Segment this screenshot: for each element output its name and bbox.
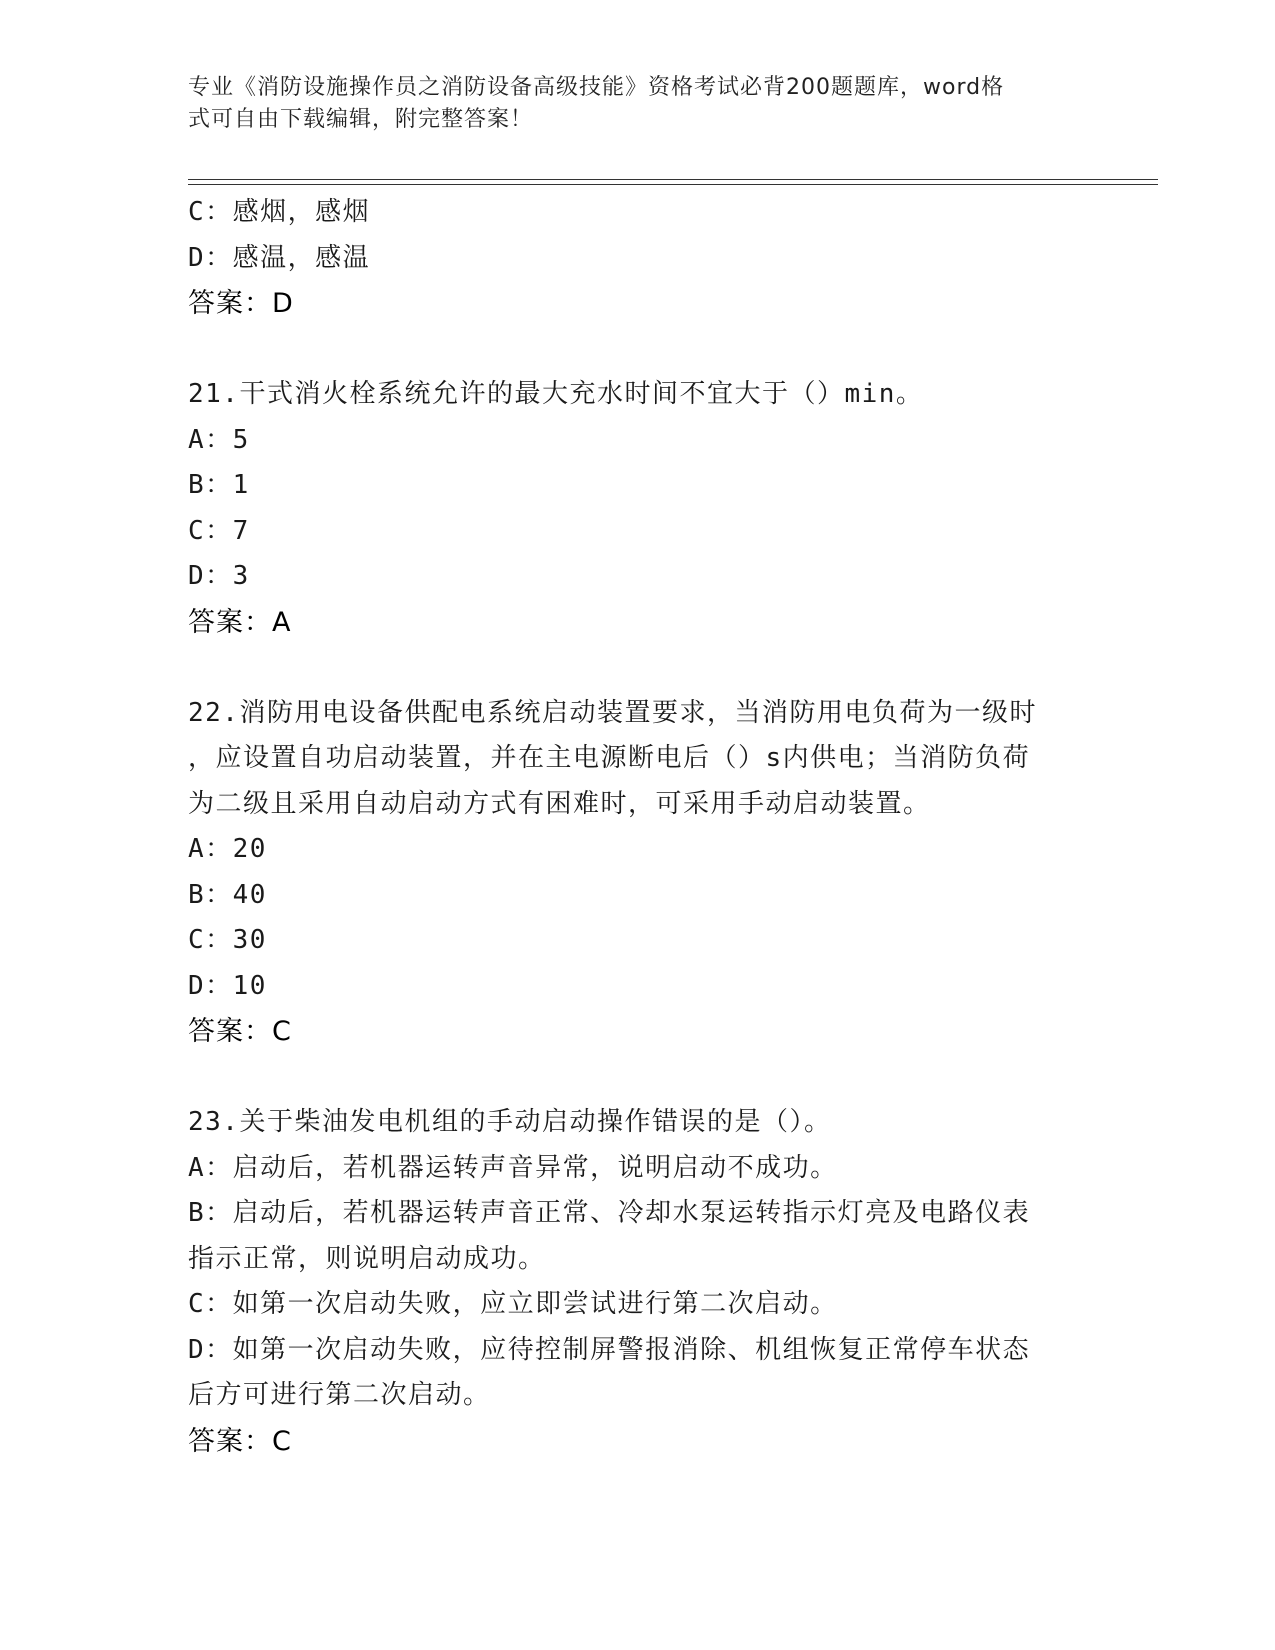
question-stem-line-3: 为二级且采用自动启动方式有困难时，可采用手动启动装置。 (188, 788, 931, 819)
option-c: C：30 (188, 925, 267, 955)
option-a: A：启动后，若机器运转声音异常，说明启动不成功。 (188, 1152, 838, 1183)
header-divider-bottom (188, 184, 1158, 185)
option-b-line-1: B：启动后，若机器运转声音正常、冷却水泵运转指示灯亮及电路仪表 (188, 1198, 1031, 1228)
option-b-line-2: 指示正常，则说明启动成功。 (188, 1243, 546, 1274)
header-line-1: 专业《消防设施操作员之消防设备高级技能》资格考试必背200题题库，word格 (188, 75, 1005, 100)
option-d: D：感温，感温 (188, 242, 371, 273)
answer: 答案：C (188, 1016, 292, 1047)
option-b: B：1 (188, 470, 250, 500)
option-c: C：如第一次启动失败，应立即尝试进行第二次启动。 (188, 1289, 838, 1319)
header-line-2: 式可自由下载编辑，附完整答案！ (188, 107, 534, 132)
document-header (188, 72, 1068, 136)
question-stem: 23.关于柴油发电机组的手动启动操作错误的是（）。 (188, 1107, 832, 1137)
header-divider-top (188, 179, 1158, 180)
question-list (188, 190, 1088, 1464)
option-d-line-1: D：如第一次启动失败，应待控制屏警报消除、机组恢复正常停车状态 (188, 1334, 1031, 1365)
option-d-line-2: 后方可进行第二次启动。 (188, 1380, 491, 1410)
question-21 (188, 372, 1088, 645)
option-b: B：40 (188, 879, 267, 910)
option-d: D：3 (188, 561, 250, 591)
answer: 答案：A (188, 606, 292, 638)
option-a: A：5 (188, 424, 250, 455)
option-a: A：20 (188, 834, 267, 864)
question-stem: 21.干式消火栓系统允许的最大充水时间不宜大于（）min。 (188, 379, 924, 409)
question-stem-line-1: 22.消防用电设备供配电系统启动装置要求，当消防用电负荷为一级时 (188, 697, 1037, 728)
question-23 (188, 1100, 1088, 1464)
option-c: C：7 (188, 515, 250, 546)
option-d: D：10 (188, 970, 267, 1001)
answer: 答案：C (188, 1425, 292, 1457)
question-22 (188, 691, 1088, 1055)
option-c: C：感烟，感烟 (188, 197, 371, 227)
answer: 答案：D (188, 288, 294, 319)
question-20-tail (188, 190, 1088, 327)
question-stem-line-2: ，应设置自功启动装置，并在主电源断电后（）s内供电；当消防负荷 (188, 743, 1031, 773)
